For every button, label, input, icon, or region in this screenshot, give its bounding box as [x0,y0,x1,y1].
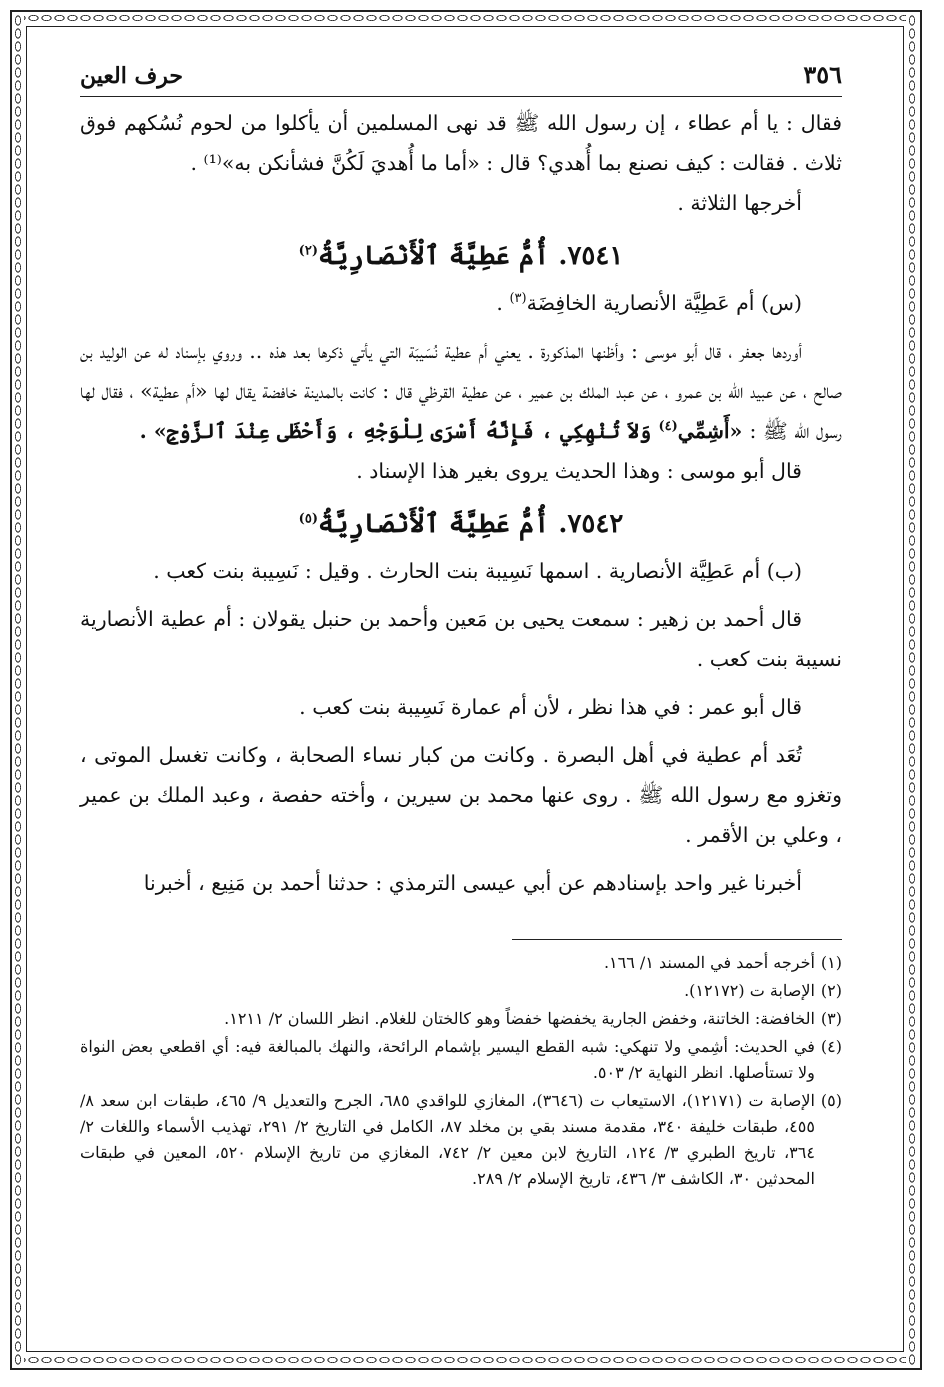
page-number: ٣٥٦ [803,60,842,89]
chain-border-right [906,14,918,1366]
entry-title-text: ٧٥٤١. أُمُّ عَطِيَّةَ ٱلْأَنْصَارِيَّةُ [317,241,624,271]
footnote-text: الإصابة ت (١٢١٧١)، الاستيعاب ت (٣٦٤٦)، المغازي للواقدي ٦٨٥، الجرح والتعديل ٩/ ٤٦٥، طبقات ابن سعد ٨/ ٤٥٥، طبقات خليفة ٣٤٠، مقدمة مسند بقي بن مخلد ٨٧، الكامل في التاريخ ٢/ ٢٩١، تهذيب الأسماء واللغات ٢/ ٣٦٤، تاريخ الطبري ٣/ ١٢٤، التاريخ لابن معين ٢/ ٧٤٢، المغازي من تاريخ الإسلام ٥٢٠، المعين في طبقات المحدثين ٣٠، الكاشف ٣/ ٤٣٦، تاريخ الإسلام ٢/ ٢٨٩. [80,1091,815,1188]
entry-7541-p1-end: . [496,291,510,315]
hadith-quote-b: وَلاَ تُنْهِكِي ، فَإِنَّهُ أَسْرَى لِلْوَجْهِ ، وَأَحْظَى عِنْدَ ٱلزَّوْجِ» . [139,419,659,443]
main-text [80,103,842,903]
paragraph-top-1: فقال : يا أم عطاء ، إن رسول الله ﷺ قد نهى المسلمين أن يأكلوا من لحوم نُسُكهم فوق ثلاث . فقالت : كيف نصنع بما أُهدي؟ قال : «أما ما أُهديَ لَكُنَّ فشأنكن به»⁽¹⁾ . [80,111,842,175]
paragraph-top-2: أخرجها الثلاثة . [677,191,802,215]
entry-7542-paragraph-4: تُعَد أم عطية في أهل البصرة . وكانت من كبار نساء الصحابة ، وكانت تغسل الموتى ، وتغزو مع رسول الله ﷺ . روى عنها محمد بن سيرين ، وأخته حفصة ، وعبد الملك بن عمير ، وعلي بن الأقمر . [80,743,842,847]
entry-7542-paragraph-5: أخبرنا غير واحد بإسنادهم عن أبي عيسى الترمذي : حدثنا أحمد بن مَنِيع ، أخبرنا [143,871,802,895]
footnote-item [80,950,842,976]
running-header [80,60,842,97]
entry-7541-paragraph-3: قال أبو موسى : وهذا الحديث يروى بغير هذا الإسناد . [356,459,802,483]
footnote-number: (٣) [820,1009,842,1028]
footnote-ref: (٤) [658,419,678,435]
footnote-number: (٥) [820,1091,842,1110]
entry-7542-paragraph-2: قال أحمد بن زهير : سمعت يحيى بن مَعين وأحمد بن حنبل يقولان : أم عطية الأنصارية نسيبة بنت كعب . [80,607,842,671]
entry-title-text: ٧٥٤٢. أُمُّ عَطِيَّةَ ٱلْأَنْصَارِيَّةُ [317,509,624,539]
footnote-text: الخافضة: الخاتنة، وخفض الجارية يخفضها خفضاً وهو كالختان للغلام. انظر اللسان ٢/ ١٢١١. [224,1009,815,1028]
chapter-title: حرف العين [80,63,184,89]
entry-7542-paragraph-3: قال أبو عمر : في هذا نظر ، لأن أم عمارة نَسِيبة بنت كعب . [299,695,802,719]
footnote-ref: (٢) [298,243,318,259]
footnote-text: أخرجه أحمد في المسند ١/ ١٦٦. [603,953,815,972]
footnote-item [80,1088,842,1192]
footnote-item [80,978,842,1004]
footnote-number: (٤) [820,1037,842,1056]
footnote-ref: (٣) [509,291,527,307]
footnote-item [80,1006,842,1032]
footnote-separator [512,939,842,940]
hadith-quote [140,419,750,443]
chain-border-top [14,12,918,24]
chain-border-left [12,14,24,1366]
footnote-item [80,1034,842,1086]
entry-heading-7541 [80,233,842,279]
footnote-ref: (٥) [298,511,318,527]
chain-border-bottom [14,1354,918,1366]
footnote-number: (١) [820,953,842,972]
entry-7541-p2-text: أوردها جعفر ، قال أبو موسى : وأظنها المذكورة . يعني أم عطية نُسَيبَة التي يأتي ذكرها بعد هذه .. وروي بإسناد له عن الوليد بن صالح ، عن عبيد الله بن عمرو ، عن عبد الملك بن عمير ، عن عطية القرظي قال : كانت بالمدينة خافضة يقال لها «أم عطية» ، فقال لها رسول الله ﷺ : [80,339,842,443]
footnote-text: في الحديث: أشِمي ولا تنهكي: شبه القطع اليسير بإشمام الرائحة، والنهك بالمبالغة فيه: أي اقطعي بعض النواة ولا تستأصلها. انظر النهاية ٢/ ٥٠٣. [80,1037,815,1082]
footnotes [80,950,842,1192]
footnote-text: الإصابة ت (١٢١٧٢). [684,981,815,1000]
entry-7541-paragraph-1 [80,283,842,323]
entry-heading-7542 [80,501,842,547]
footnote-number: (٢) [820,981,842,1000]
entry-7541-p1-text: (س) أم عَطِيَّة الأنصارية الخافِضَة [526,291,802,315]
entry-7541-paragraph-2 [80,331,842,451]
book-page [80,60,842,1194]
hadith-quote-a: «أَشِمِّي [677,419,750,443]
entry-7542-paragraph-1: (ب) أم عَطِيَّة الأنصارية . اسمها نَسِيبة بنت الحارث . وقيل : نَسِيبة بنت كعب . [153,559,802,583]
